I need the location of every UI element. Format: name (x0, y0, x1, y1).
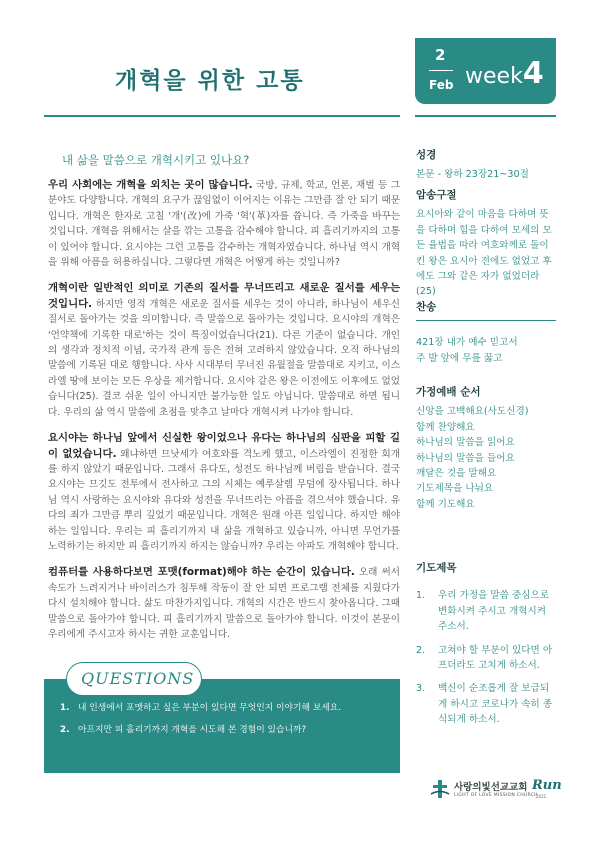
hymn-section (416, 300, 556, 366)
church-cross-icon (430, 778, 450, 800)
prayer-item (416, 681, 556, 727)
question-item (60, 722, 306, 735)
question-item (60, 700, 341, 713)
paragraph (48, 431, 400, 554)
paragraph-lead: 컴퓨터를 사용하다보면 포맷(format)해야 하는 순간이 있습니다. (48, 566, 355, 579)
worship-order-item: 깨달은 것을 말해요 (416, 468, 497, 480)
scripture-text: 본문 - 왕하 23장21~30절 (416, 169, 529, 181)
memory-verse-title: 암송구절 (416, 189, 457, 201)
header-divider-left (44, 115, 400, 117)
paragraph-lead: 요시야는 하나님 앞에서 신실한 왕이었으나 유다는 하나님의 심판을 피할 길이 없었습니다. (48, 432, 400, 460)
paragraph-text: 국방, 규제, 학교, 언론, 재벌 등 그 분야도 다양합니다. 개혁의 요구가 끊임없이 이어지는 이유는 그만큼 잘 안 되기 때문입니다. 개혁은 한자로 고칠 '개'(改)에 가죽 '혁'(革)자를 씁니다. 즉 가죽을 바꾸는 것입니다. 개혁을 위해서는 살을 깎는 고통을 감수해야 합니다. 피 흘리기까지의 고통이 있어야 합니다. 요시야는 그런 고통을 감수하는 개혁자였습니다. 하나님 역시 개혁을 위해 아픔을 허용하십니다. 그렇다면 개혁은 어떻게 하는 것일니까? (48, 180, 400, 269)
run-logo: Run (532, 778, 562, 793)
question-number: 1. (60, 703, 70, 713)
lead-question: 내 삶을 말씀으로 개혁시키고 있나요? (62, 153, 250, 167)
header-divider-right (415, 115, 556, 117)
week-number: 4 (522, 56, 544, 91)
date-month: Feb (429, 78, 454, 92)
paragraph-lead: 우리 사회에는 개혁을 외치는 곳이 많습니다. (48, 179, 253, 191)
paragraph (48, 281, 400, 420)
prayer-text: 고쳐야 할 부분이 있다면 아프더라도 고치게 하소서. (438, 644, 553, 672)
run-logo-year: 2021 (536, 794, 547, 799)
main-article (48, 178, 400, 653)
week-label (465, 56, 544, 91)
prayer-text: 백신이 순조롭게 잘 보급되게 하시고 코로나가 속히 종식되게 하소서. (438, 683, 553, 726)
prayer-item (416, 588, 556, 634)
hymn-divider (416, 320, 556, 321)
question-text: 내 인생에서 포맷하고 싶은 부분이 있다면 무엇인지 이야기해 보세요. (78, 703, 342, 713)
prayer-number: 1. (416, 590, 426, 602)
date-divider (429, 70, 453, 71)
worship-order-item: 하나님의 말씀을 읽어요 (416, 437, 515, 449)
worship-order-title: 가정예배 순서 (416, 386, 481, 398)
prayer-section (416, 561, 556, 736)
prayer-number: 3. (416, 683, 426, 695)
prayer-list (416, 588, 556, 727)
paragraph-text: 오래 써서 속도가 느려지거나 바이러스가 침투해 작동이 잘 안 되면 프로그램 전체를 지웠다가 다시 설치해야 합니다. 삶도 마찬가지입니다. 개혁의 시간은 반드시 찾아옵니다. 그때 말씀으로 돌아가야 합니다. 피 흘리기까지 말씀으로 돌아가야 합니다. 이것이 본문이 우리에게 주시고자 하시는 귀한 교훈입니다. (48, 567, 400, 640)
paragraph (48, 178, 400, 270)
question-text: 아프지만 피 흘리기까지 개혁을 시도해 본 경험이 있습니까? (78, 725, 307, 735)
church-logo (430, 776, 560, 806)
date-badge (415, 38, 556, 104)
worship-order-item: 기도제목을 나눠요 (416, 483, 494, 495)
worship-order-item: 함께 찬양해요 (416, 421, 475, 433)
hymn-title: 찬송 (416, 301, 437, 313)
church-name: 사랑의빛선교교회 (454, 782, 528, 793)
scripture-title: 성경 (416, 149, 437, 161)
family-worship-order (416, 385, 556, 512)
questions-heading: QUESTIONS (81, 669, 195, 688)
scripture-section (416, 148, 556, 183)
paragraph-lead: 개혁이란 일반적인 의미로 기존의 질서를 무너뜨리고 새로운 질서를 세우는 것입니다. (48, 282, 400, 310)
memory-verse-text: 요시아와 같이 마음을 다하며 뜻을 다하며 힘을 다하여 모세의 모든 율법을 따라 여호와께로 돌이킨 왕은 요시아 전에도 없었고 후에도 그와 같은 자가 없었더라(25) (416, 209, 552, 298)
prayer-item (416, 643, 556, 674)
hymn-line: 421장 내가 예수 믿고서 (416, 337, 518, 349)
prayer-text: 우리 가정을 말씀 중심으로 변화시켜 주시고 개혁시켜 주소서. (438, 590, 550, 633)
questions-heading-tab (66, 662, 202, 696)
paragraph-text: 하지만 영적 개혁은 새로운 질서를 세우는 것이 아니라, 하나님이 세우신 질서로 돌아가는 것을 의미합니다. 즉 말씀으로 돌아가는 것입니다. 요시야의 개혁은 '언약책에 기록한 대로'하는 것이 특징이었습니다(21). 다른 기준이 없습니다. 개인의 생각과 정치적 이념, 국가적 관계 등은 전혀 고려하지 않았습니다. 오직 하나님의 말씀에 기록된 대로 행합니다. 사사 시대부터 무너진 유월절을 말씀대로 지키고, 이스라엘 땅에 보이는 모든 우상을 제거합니다. 요시야 같은 왕은 이전에도 이후에도 없었습니다(25). 결코 쉬운 일이 아니지만 불가능한 일도 아닙니다. 말씀대로 하면 됩니다. 우리의 삶 역시 말씀에 초점을 맞추고 날마다 개혁시켜 나가야 합니다. (48, 298, 400, 418)
paragraph-text: 왜냐하면 므낫세가 여호와를 격노케 했고, 이스라엘이 진정한 회개를 하지 않았기 때문입니다. 그래서 유다도, 성전도 하나님께 버림을 받습니다. 결국 요시야는 므깃도 전투에서 전사하고 그의 시체는 예루살렘 무덤에 장사됩니다. 하나님 역시 사랑하는 요시야와 유다와 성전을 무너뜨리는 아픔을 겪으셔야 했습니다. 유다의 죄가 그만큼 뿌리 깊었기 때문입니다. 개혁은 원래 아픈 일입니다. 하지만 해야 하는 일입니다. 우리는 피 흘리기까지 내 삶을 개혁하고 있습니까, 아니면 무언가를 노력하기는 하지만 피 흘리기까지 하지는 않습니까? 우리는 아파도 개혁해야 합니다. (48, 448, 400, 552)
paragraph (48, 565, 400, 642)
worship-order-item: 함께 기도해요 (416, 498, 475, 510)
memory-verse-section (416, 188, 556, 300)
hymn-line: 주 발 앞에 무릎 꿇고 (416, 352, 503, 364)
week-word: week (465, 64, 523, 89)
page-title: 개혁을 위한 고통 (115, 68, 305, 94)
question-number: 2. (60, 725, 70, 735)
prayer-number: 2. (416, 644, 426, 656)
worship-order-item: 하나님의 말씀을 들어요 (416, 452, 515, 464)
church-name-en: LIGHT OF LOVE MISSION CHURCH (454, 793, 538, 798)
date-day: 2 (435, 46, 446, 64)
worship-order-item: 신앙을 고백해요(사도신경) (416, 406, 529, 418)
prayer-title: 기도제목 (416, 562, 457, 574)
